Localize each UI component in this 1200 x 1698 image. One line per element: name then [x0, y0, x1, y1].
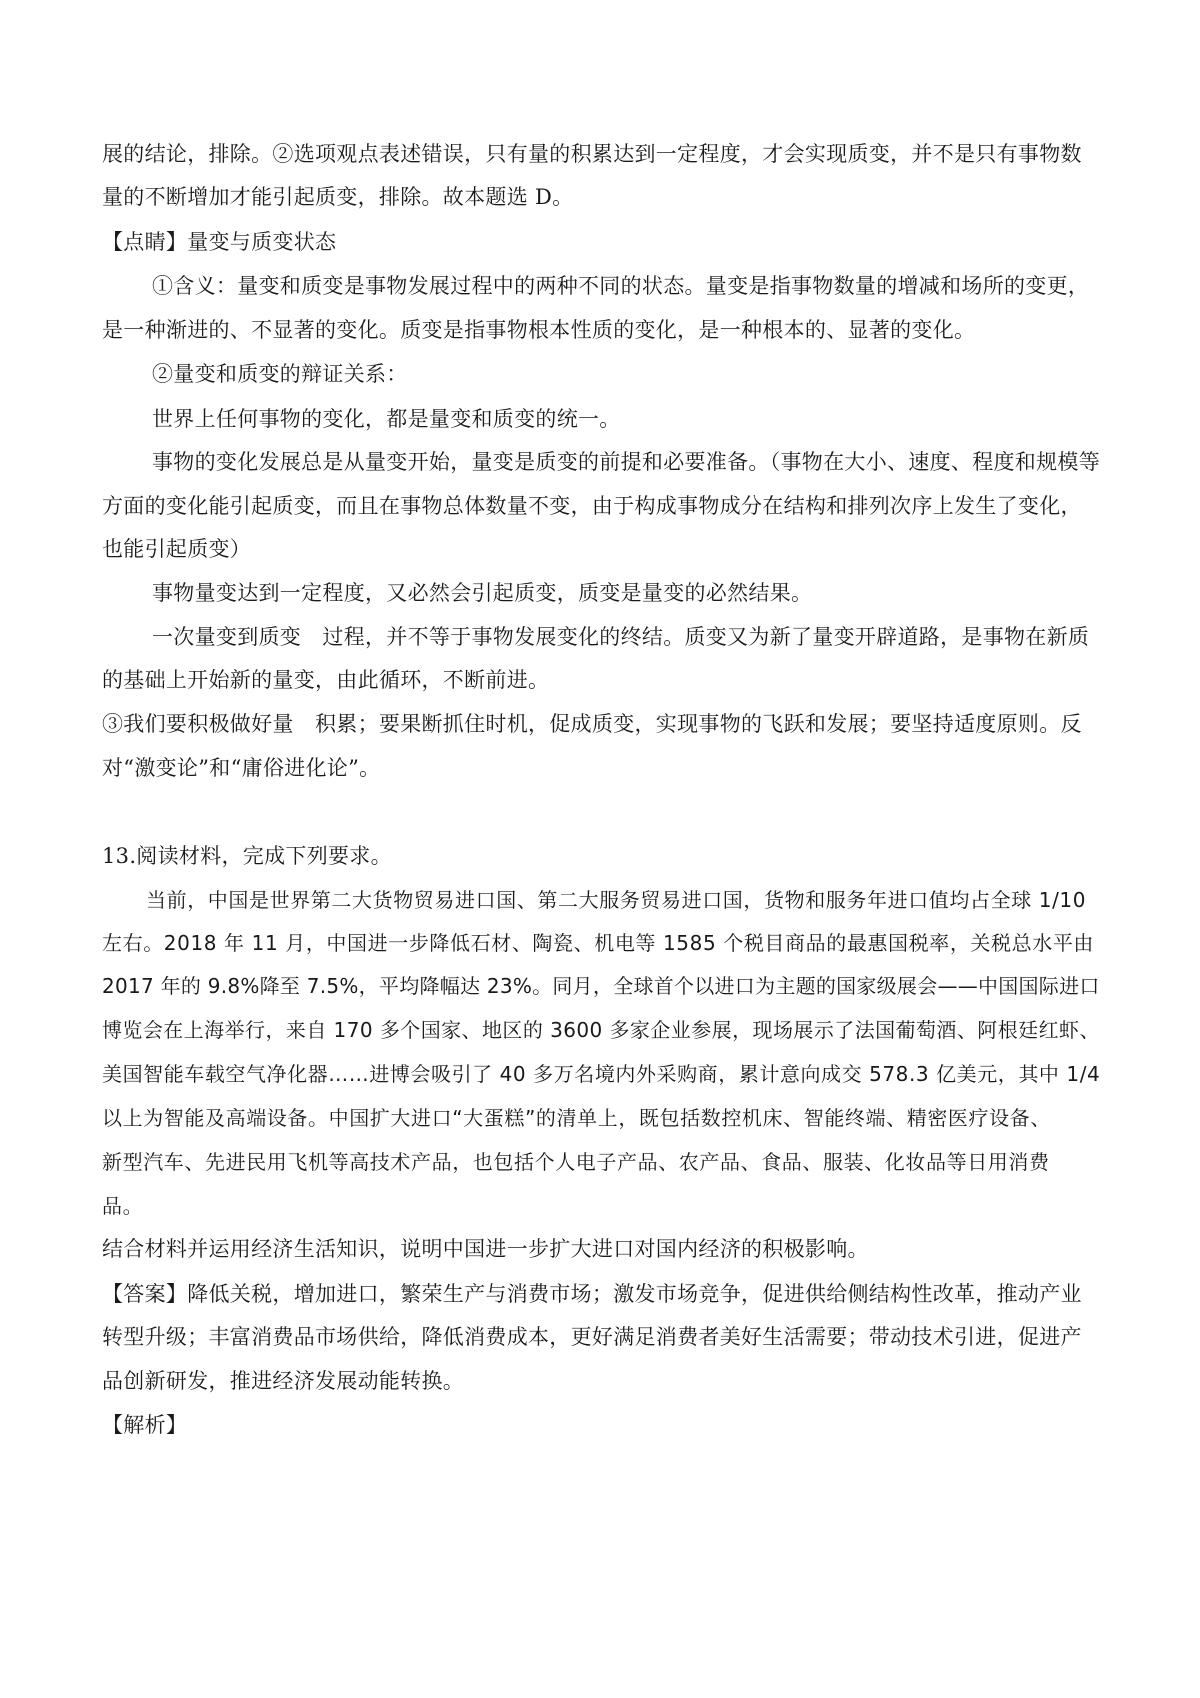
question-13-prompt: 结合材料并运用经济生活知识，说明中国进一步扩大进口对国内经济的积极影响。	[102, 1237, 869, 1261]
dianjing-line-12: 对“激变论”和“庸俗进化论”。	[102, 756, 381, 780]
dianjing-line-11: ③我们要积极做好量 积累；要果断抓住时机，促成质变，实现事物的飞跃和发展；要坚持适度原则。反	[102, 712, 1082, 736]
dianjing-line-10: 的基础上开始新的量变，由此循环，不断前进。	[102, 668, 550, 692]
analysis-label: 【解析】	[102, 1413, 188, 1437]
dianjing-line-2: 是一种渐进的、不显著的变化。质变是指事物根本性质的变化，是一种根本的、显著的变化。	[102, 318, 976, 342]
dianjing-heading: 【点睛】量变与质变状态	[102, 230, 337, 254]
material-line-8: 品。	[102, 1194, 144, 1218]
dianjing-line-5: 事物的变化发展总是从量变开始，量变是质变的前提和必要准备。（事物在大小、速度、程度和规模等	[152, 450, 1100, 474]
answer-line-1: 【答案】降低关税，增加进口，繁荣生产与消费市场；激发市场竞争，促进供给侧结构性改革，推动产业	[102, 1282, 1082, 1306]
material-line-5: 美国智能车载空气净化器……进博会吸引了 40 多万名境内外采购商，累计意向成交 578.3 亿美元，其中 1/4	[102, 1062, 1101, 1086]
material-line-3: 2017 年的 9.8%降至 7.5%，平均降幅达 23%。同月，全球首个以进口为主题的国家级展会——中国国际进口	[102, 974, 1100, 998]
material-line-6: 以上为智能及高端设备。中国扩大进口“大蛋糕”的清单上，既包括数控机床、智能终端、精密医疗设备、	[102, 1106, 1051, 1130]
prev-analysis-line-1: 展的结论，排除。②选项观点表述错误，只有量的积累达到一定程度，才会实现质变，并不是只有事物数	[102, 142, 1082, 166]
dianjing-line-7: 也能引起质变）	[102, 537, 252, 561]
answer-line-2: 转型升级；丰富消费品市场供给，降低消费成本，更好满足消费者美好生活需要；带动技术引进，促进产	[102, 1325, 1082, 1349]
material-line-7: 新型汽车、先进民用飞机等高技术产品，也包括个人电子产品、农产品、食品、服装、化妆品等日用消费	[102, 1150, 1050, 1174]
answer-line-3: 品创新研发，推进经济发展动能转换。	[102, 1369, 465, 1393]
prev-analysis-line-2: 量的不断增加才能引起质变，排除。故本题选 D。	[102, 185, 574, 209]
material-line-4: 博览会在上海举行，来自 170 多个国家、地区的 3600 多家企业参展，现场展示了法国葡萄酒、阿根廷红虾、	[102, 1018, 1100, 1042]
dianjing-line-1: ①含义：量变和质变是事物发展过程中的两种不同的状态。量变是指事物数量的增减和场所的变更，	[152, 274, 1090, 298]
material-line-1: 当前，中国是世界第二大货物贸易进口国、第二大服务贸易进口国，货物和服务年进口值均占全球 1/10	[146, 888, 1087, 912]
question-13-title: 13.阅读材料，完成下列要求。	[102, 844, 392, 868]
dianjing-line-4: 世界上任何事物的变化，都是量变和质变的统一。	[152, 407, 621, 431]
dianjing-line-8: 事物量变达到一定程度，又必然会引起质变，质变是量变的必然结果。	[152, 581, 813, 605]
dianjing-line-6: 方面的变化能引起质变，而且在事物总体数量不变，由于构成事物成分在结构和排列次序上发生了变化，	[102, 494, 1082, 518]
dianjing-line-9: 一次量变到质变 过程，并不等于事物发展变化的终结。质变又为新了量变开辟道路，是事物在新质	[152, 625, 1090, 649]
dianjing-line-3: ②量变和质变的辩证关系：	[152, 362, 408, 386]
material-line-2: 左右。2018 年 11 月，中国进一步降低石材、陶瓷、机电等 1585 个税目商品的最惠国税率，关税总水平由	[102, 931, 1095, 955]
